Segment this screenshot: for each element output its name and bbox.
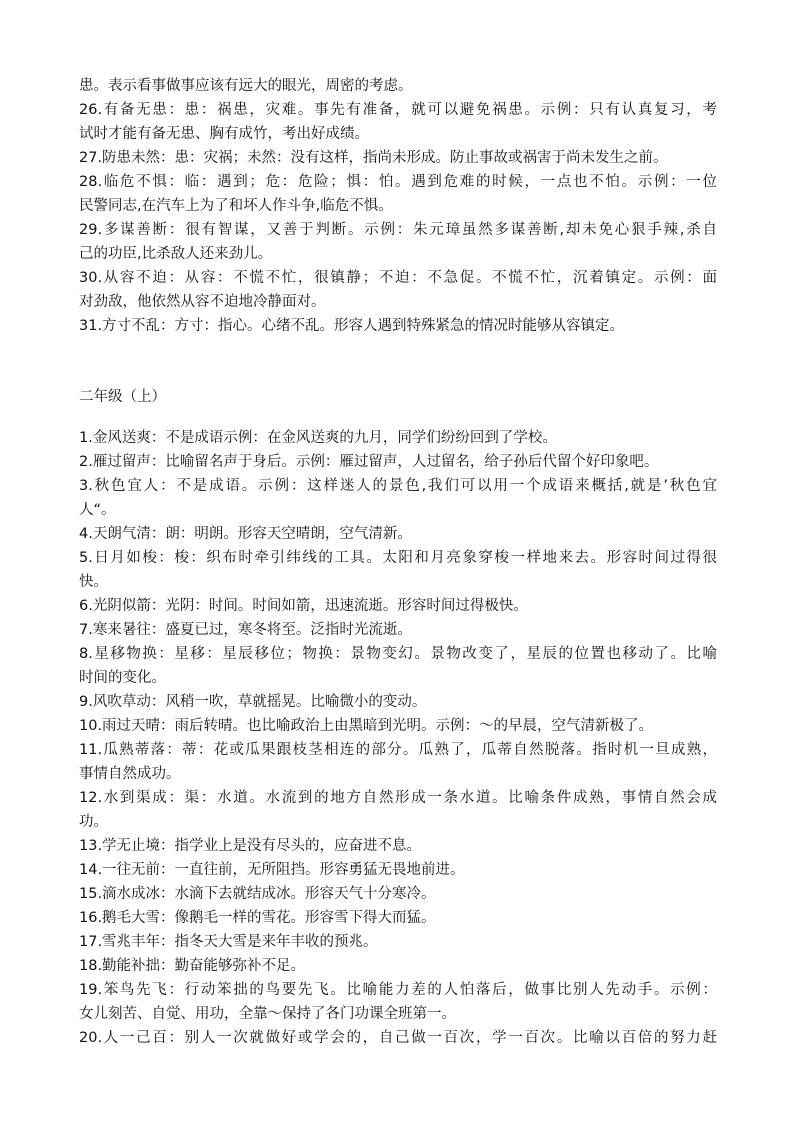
text-line: 5.日月如梭：梭：织布时牵引纬线的工具。太阳和月亮象穿梭一样地来去。形容时间过得很 <box>79 550 717 566</box>
text-line: 8.星移物换：星移：星辰移位；物换：景物变幻。景物改变了，星辰的位置也移动了。比喻 <box>79 646 717 662</box>
text-line: 1.金风送爽：不是成语示例：在金风送爽的九月，同学们纷纷回到了学校。 <box>79 430 557 446</box>
text-line: 29.多谋善断：很有智谋，又善于判断。示例：朱元璋虽然多谋善断,却未免心狠手辣,杀自 <box>79 222 717 238</box>
text-line: 2.雁过留声：比喻留名声于身后。示例：雁过留声，人过留名，给子孙后代留个好印象吧。 <box>79 454 659 470</box>
text-line: 人“。 <box>79 502 116 518</box>
text-line: 4.天朗气清：朗：明朗。形容天空晴朗，空气清新。 <box>79 526 412 542</box>
text-line: 快。 <box>79 574 108 590</box>
text-line: 女儿刻苦、自觉、用功，全靠～保持了各门功课全班第一。 <box>79 1006 456 1022</box>
text-line: 16.鹅毛大雪：像鹅毛一样的雪花。形容雪下得大而猛。 <box>79 910 436 926</box>
text-line: 己的功臣,比杀敌人还来劲儿。 <box>79 246 273 262</box>
text-line: 17.雪兆丰年：指冬天大雪是来年丰收的预兆。 <box>79 934 378 950</box>
text-line: 患。表示看事做事应该有远大的眼光，周密的考虑。 <box>79 78 413 94</box>
idiom-list-continued <box>79 74 717 338</box>
text-line: 26.有备无患：患：祸患，灾难。事先有准备，就可以避免祸患。示例：只有认真复习，考 <box>79 102 717 118</box>
text-line: 6.光阴似箭：光阴：时间。时间如箭，迅速流逝。形容时间过得极快。 <box>79 598 528 614</box>
text-line: 10.雨过天晴：雨后转晴。也比喻政治上由黑暗到光明。示例：～的早晨，空气清新极了。 <box>79 718 654 734</box>
text-line: 27.防患未然：患：灾祸；未然：没有这样，指尚未形成。防止事故或祸害于尚未发生之前。 <box>79 150 668 166</box>
text-line: 11.瓜熟蒂落：蒂：花或瓜果跟枝茎相连的部分。瓜熟了，瓜蒂自然脱落。指时机一旦成熟， <box>79 742 717 758</box>
text-line: 功。 <box>79 814 108 830</box>
text-line: 3.秋色宜人：不是成语。示例：这样迷人的景色,我们可以用一个成语来概括,就是’秋色宜 <box>79 478 717 494</box>
text-line: 时间的变化。 <box>79 670 166 686</box>
text-line: 13.学无止境：指学业上是没有尽头的，应奋进不息。 <box>79 838 422 854</box>
text-line: 15.滴水成冰：水滴下去就结成冰。形容天气十分寒冷。 <box>79 886 436 902</box>
text-line: 事情自然成功。 <box>79 766 181 782</box>
text-line: 18.勤能补拙：勤奋能够弥补不足。 <box>79 958 306 974</box>
text-line: 19.笨鸟先飞：行动笨拙的鸟要先飞。比喻能力差的人怕落后，做事比别人先动手。示例： <box>79 982 717 998</box>
text-line: 7.寒来暑往：盛夏已过，寒冬将至。泛指时光流逝。 <box>79 622 412 638</box>
idiom-list <box>79 426 717 1050</box>
section-heading-block <box>79 385 717 409</box>
text-line: 9.风吹草动：风稍一吹，草就摇晃。比喻微小的变动。 <box>79 694 427 710</box>
text-line: 民警同志,在汽车上为了和坏人作斗争,临危不惧。 <box>79 198 393 214</box>
text-line: 14.一往无前：一直往前，无所阻挡。形容勇猛无畏地前进。 <box>79 862 465 878</box>
text-line: 12.水到渠成：渠：水道。水流到的地方自然形成一条水道。比喻条件成熟，事情自然会成 <box>79 790 717 806</box>
text-line: 试时才能有备无患、胸有成竹，考出好成绩。 <box>79 126 369 142</box>
text-line: 30.从容不迫：从容：不慌不忙，很镇静；不迫：不急促。不慌不忙，沉着镇定。示例：面 <box>79 270 717 286</box>
text-line: 20.人一己百：别人一次就做好或学会的，自己做一百次，学一百次。比喻以百倍的努力赶 <box>79 1030 717 1046</box>
text-line: 31.方寸不乱：方寸：指心。心绪不乱。形容人遇到特殊紧急的情况时能够从容镇定。 <box>79 318 625 334</box>
text-line: 28.临危不惧：临：遇到；危：危险；惧：怕。遇到危难的时候，一点也不怕。示例：一位 <box>79 174 717 190</box>
text-line: 对劲敌，他依然从容不迫地冷静面对。 <box>79 294 326 310</box>
section-heading: 二年级（上） <box>79 389 166 405</box>
